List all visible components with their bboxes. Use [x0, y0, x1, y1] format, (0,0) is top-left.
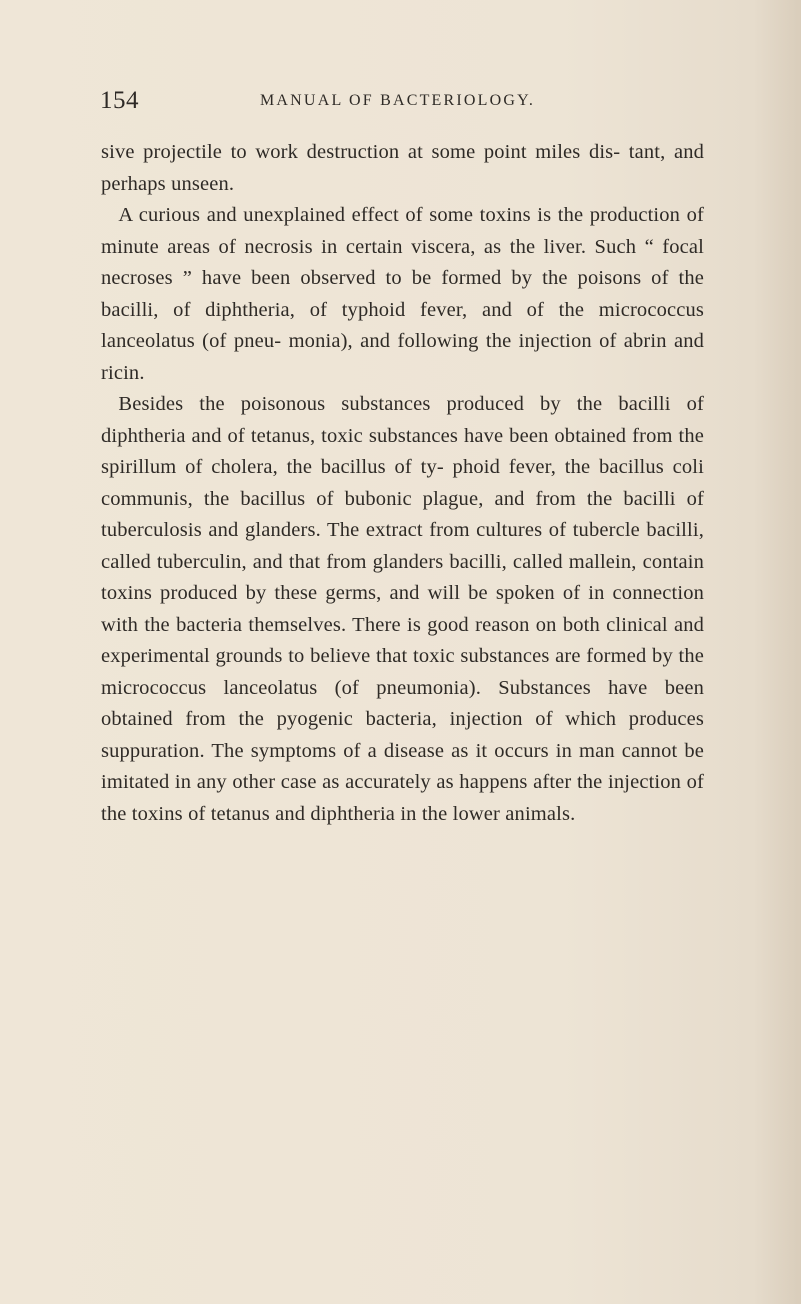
paragraph-continuation: sive projectile to work destruction at some point miles dis- tant, and perhaps unseen. [101, 141, 704, 195]
paragraph-focal-necroses: A curious and unexplained effect of some toxins is the production of minute areas of necrosis in certain viscera, as the liver. Such “ focal necroses ” have been observed to be formed by the poisons of the bacilli, of diphtheria, of typhoid fever, and of the micrococcus lanceolatus (of pneu- monia), and following the injection of abrin and ricin. [101, 204, 704, 384]
running-title: MANUAL OF BACTERIOLOGY. [260, 92, 536, 109]
body-text [101, 137, 704, 830]
running-head [100, 84, 703, 118]
paragraph-toxic-substances: Besides the poisonous substances produced by the bacilli of diphtheria and of tetanus, toxic substances have been obtained from the spirillum of cholera, the bacillus of ty- phoid fever, the bacillus coli communis, the bacillus of bubonic plague, and from the bacilli of tuberculosis and glanders. The extract from cultures of tubercle bacilli, called tuberculin, and that from glanders bacilli, called mallein, contain toxins produced by these germs, and will be spoken of in connection with the bacteria themselves. There is good reason on both clinical and experimental grounds to believe that toxic substances are formed by the micrococcus lanceolatus (of pneumonia). Substances have been obtained from the pyogenic bacteria, injection of which produces suppuration. The symptoms of a disease as it occurs in man cannot be imitated in any other case as accurately as happens after the injection of the toxins of tetanus and diphtheria in the lower animals. [101, 393, 704, 825]
page-number: 154 [100, 87, 139, 114]
